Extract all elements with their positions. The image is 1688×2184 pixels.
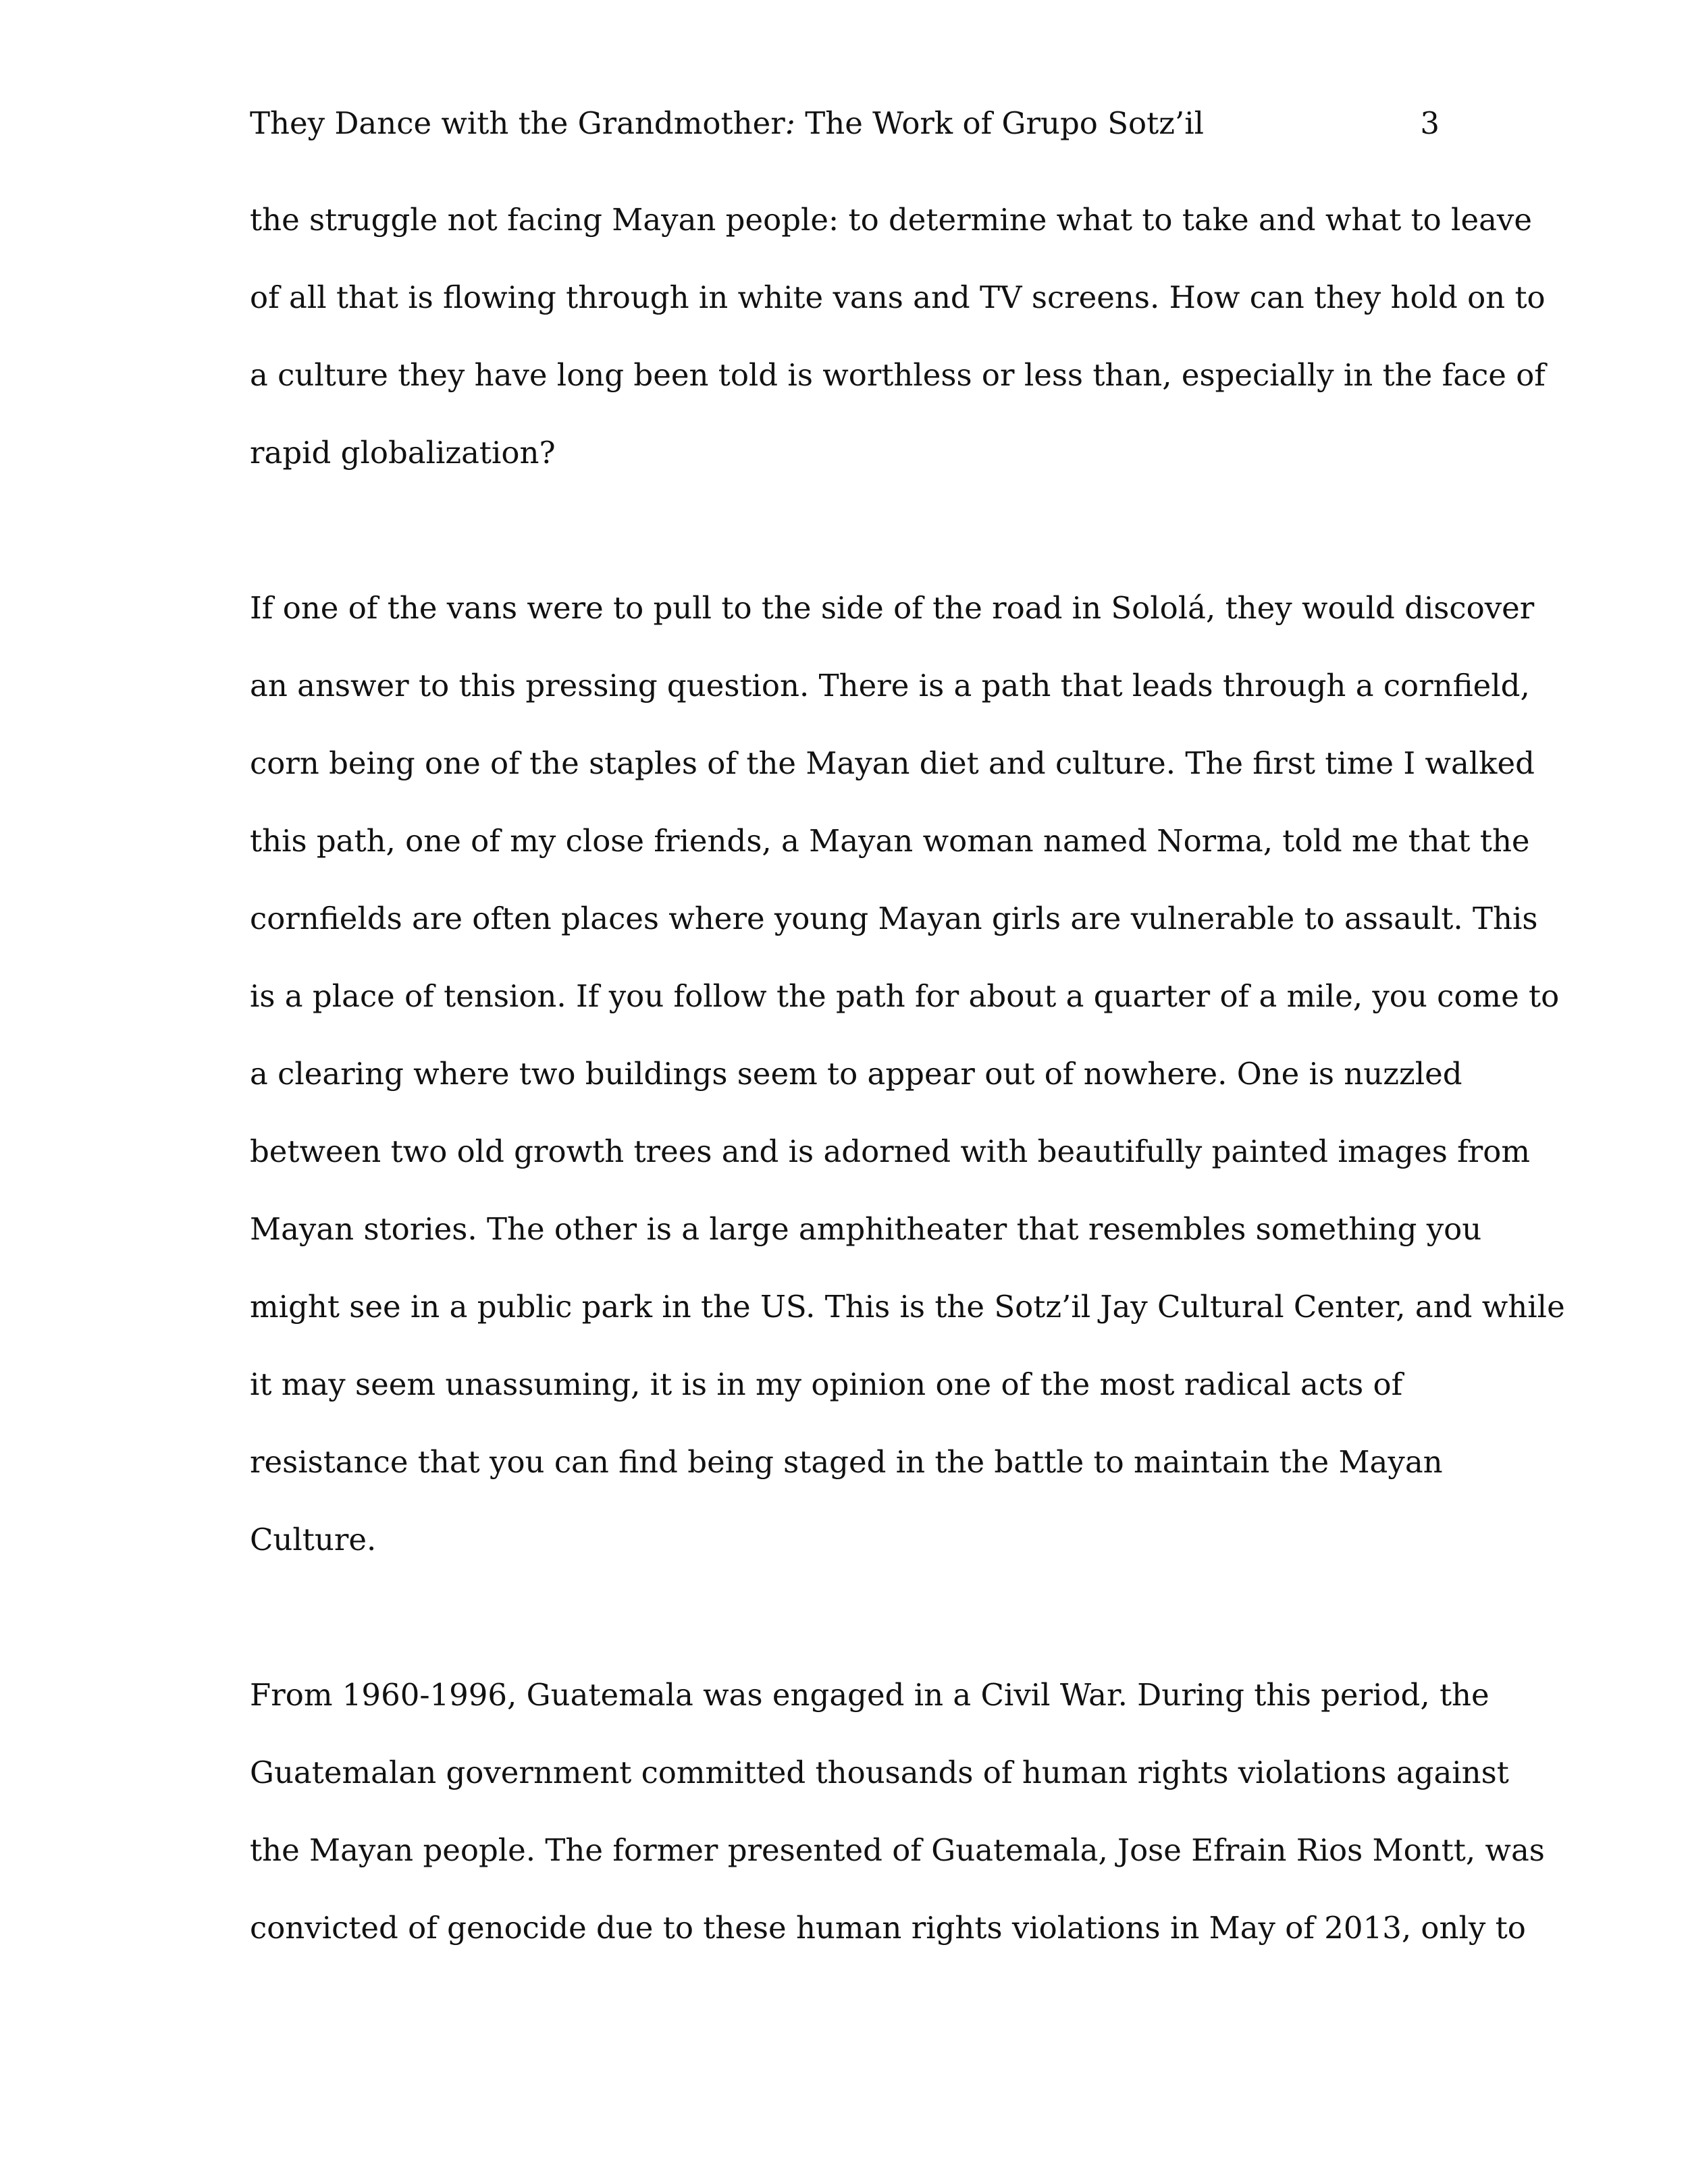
paragraph-2-line-6: is a place of tension. If you follow the path for about a quarter of a mile, you come to	[250, 978, 1560, 1014]
paragraph-1-line-2: of all that is flowing through in white vans and TV screens. How can they hold on to	[250, 279, 1546, 315]
paragraph-2-line-12: resistance that you can find being staged in the battle to maintain the Mayan	[250, 1444, 1443, 1480]
header-title	[250, 100, 1204, 147]
paragraph-2-line-9: Mayan stories. The other is a large amphitheater that resembles something you	[250, 1211, 1482, 1247]
paragraph-3-line-1: From 1960-1996, Guatemala was engaged in a Civil War. During this period, the	[250, 1677, 1489, 1713]
paragraph-2-line-13: Culture.	[250, 1522, 377, 1557]
header-title-colon: :	[785, 105, 795, 141]
paragraph-3-line-4: convicted of genocide due to these human rights violations in May of 2013, only to	[250, 1910, 1526, 1946]
paragraph-2-line-11: it may seem unassuming, it is in my opinion one of the most radical acts of	[250, 1366, 1403, 1402]
page-number: 3	[1420, 105, 1440, 141]
paragraph-3-line-2: Guatemalan government committed thousands of human rights violations against	[250, 1755, 1509, 1790]
running-header	[250, 100, 1440, 147]
paragraph-1-line-3: a culture they have long been told is worthless or less than, especially in the face of	[250, 357, 1546, 393]
header-title-main: They Dance with the Grandmother	[250, 105, 785, 141]
paragraph-2-line-10: might see in a public park in the US. This is the Sotz’il Jay Cultural Center, and while	[250, 1289, 1565, 1325]
paragraph-2-line-8: between two old growth trees and is adorned with beautifully painted images from	[250, 1134, 1531, 1169]
paragraph-1-line-4: rapid globalization?	[250, 435, 556, 471]
paragraph-2-line-4: this path, one of my close friends, a Mayan woman named Norma, told me that the	[250, 823, 1530, 859]
paragraph-3-line-3: the Mayan people. The former presented of Guatemala, Jose Efrain Rios Montt, was	[250, 1832, 1545, 1868]
paragraph-2-line-7: a clearing where two buildings seem to appear out of nowhere. One is nuzzled	[250, 1056, 1462, 1092]
paragraph-2-line-2: an answer to this pressing question. There is a path that leads through a cornfield,	[250, 668, 1530, 703]
header-title-subtitle: The Work of Grupo Sotz’il	[795, 105, 1204, 141]
paragraph-2-line-5: cornfields are often places where young Mayan girls are vulnerable to assault. This	[250, 901, 1538, 936]
paragraph-1-line-1: the struggle not facing Mayan people: to determine what to take and what to leave	[250, 202, 1532, 238]
paragraph-2-line-3: corn being one of the staples of the Mayan diet and culture. The first time I walked	[250, 745, 1535, 781]
paragraph-2-line-1: If one of the vans were to pull to the side of the road in Sololá, they would discover	[250, 590, 1535, 626]
